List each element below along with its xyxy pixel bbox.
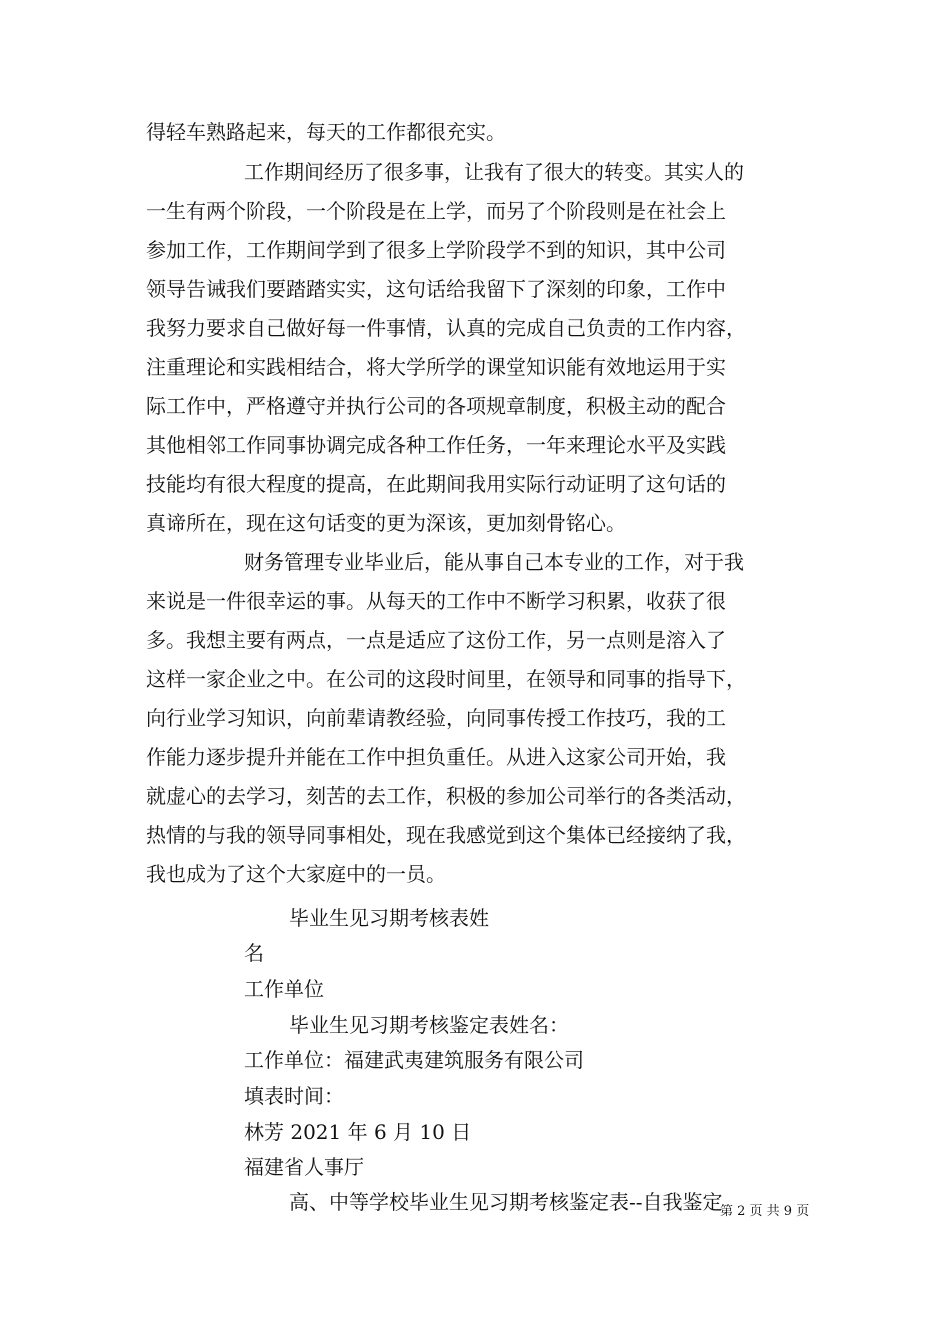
paragraph-line: 得轻车熟路起来，每天的工作都很充实。 [146,120,506,144]
paragraph-line: 作能力逐步提升并能在工作中担负重任。从进入这家公司开始，我 [146,745,726,769]
page-number: 第 2 页 共 9 页 [720,1204,810,1219]
paragraph-line: 注重理论和实践相结合，将大学所学的课堂知识能有效地运用于实 [146,355,726,379]
form-title: 高、中等学校毕业生见习期考核鉴定表--自我鉴定 [289,1190,723,1214]
paragraph-line: 这样一家企业之中。在公司的这段时间里，在领导和同事的指导下， [146,667,746,691]
paragraph-line: 就虚心的去学习，刻苦的去工作，积极的参加公司举行的各类活动， [146,784,746,808]
paragraph-line: 来说是一件很幸运的事。从每天的工作中不断学习积累，收获了很 [146,589,726,613]
form-work-unit-value: 工作单位：福建武夷建筑服务有限公司 [244,1048,584,1072]
paragraph-line: 技能均有很大程度的提高，在此期间我用实际行动证明了这句话的 [146,472,726,496]
paragraph-line: 我也成为了这个大家庭中的一员。 [146,862,446,886]
paragraph-line: 我努力要求自己做好每一件事情，认真的完成自己负责的工作内容， [146,316,746,340]
form-fill-time-label: 填表时间： [244,1084,344,1108]
paragraph-line: 领导告诫我们要踏踏实实，这句话给我留下了深刻的印象，工作中 [146,277,726,301]
form-work-unit-label: 工作单位 [244,977,324,1001]
form-name-date: 林芳 2021 年 6 月 10 日 [244,1120,472,1144]
paragraph-line: 真谛所在，现在这句话变的更为深该，更加刻骨铭心。 [146,511,626,535]
form-title: 毕业生见习期考核鉴定表姓名： [289,1013,569,1037]
paragraph-line: 参加工作，工作期间学到了很多上学阶段学不到的知识，其中公司 [146,238,726,262]
paragraph-line: 财务管理专业毕业后，能从事自己本专业的工作，对于我 [244,550,744,574]
form-department: 福建省人事厅 [244,1155,364,1179]
paragraph-line: 际工作中，严格遵守并执行公司的各项规章制度，积极主动的配合 [146,394,726,418]
form-title: 毕业生见习期考核表姓 [289,906,489,930]
paragraph-line: 热情的与我的领导同事相处，现在我感觉到这个集体已经接纳了我， [146,823,746,847]
paragraph-line: 向行业学习知识，向前辈请教经验，向同事传授工作技巧，我的工 [146,706,726,730]
form-name-label: 名 [244,941,264,965]
paragraph-line: 其他相邻工作同事协调完成各种工作任务，一年来理论水平及实践 [146,433,726,457]
paragraph-line: 工作期间经历了很多事，让我有了很大的转变。其实人的 [244,160,744,184]
paragraph-line: 多。我想主要有两点，一点是适应了这份工作，另一点则是溶入了 [146,628,726,652]
paragraph-line: 一生有两个阶段，一个阶段是在上学，而另了个阶段则是在社会上 [146,199,726,223]
